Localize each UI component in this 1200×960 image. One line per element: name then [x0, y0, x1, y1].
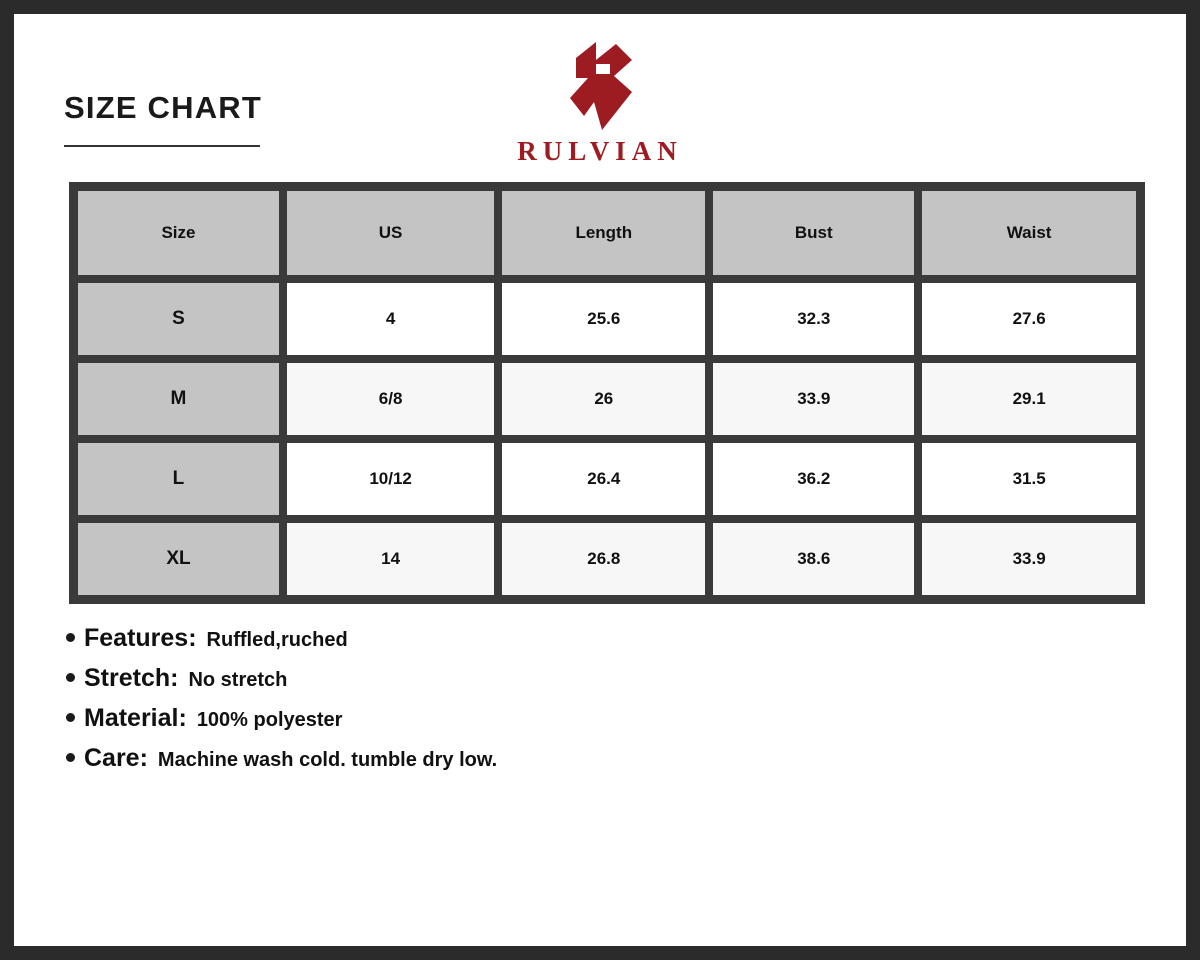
note-value: Machine wash cold. tumble dry low.: [157, 749, 498, 771]
note-item-features: [66, 624, 1066, 653]
cell-waist: 33.9: [918, 519, 1140, 599]
rulvian-r-monogram-icon: [540, 40, 660, 132]
cell-us: 6/8: [283, 359, 498, 439]
header: [14, 14, 1186, 174]
table-body: [74, 279, 1140, 599]
column-header-bust: Bust: [709, 187, 918, 279]
cell-length: 26: [498, 359, 709, 439]
note-label: Material:: [84, 704, 187, 732]
cell-size: XL: [74, 519, 283, 599]
column-header-us: US: [283, 187, 498, 279]
note-item-material: [66, 704, 1066, 733]
cell-us: 10/12: [283, 439, 498, 519]
cell-length: 26.8: [498, 519, 709, 599]
table-row: [74, 519, 1140, 599]
note-label: Care:: [84, 744, 148, 772]
size-table: [69, 182, 1145, 604]
table-header-row: [74, 187, 1140, 279]
table-row: [74, 439, 1140, 519]
cell-size: M: [74, 359, 283, 439]
brand-name: RULVIAN: [517, 136, 683, 166]
note-value: 100% polyester: [196, 709, 343, 731]
bullet-icon: [66, 633, 75, 642]
cell-length: 25.6: [498, 279, 709, 359]
cell-bust: 38.6: [709, 519, 918, 599]
note-label: Features:: [84, 624, 197, 652]
column-header-size: Size: [74, 187, 283, 279]
table-head: [74, 187, 1140, 279]
cell-bust: 36.2: [709, 439, 918, 519]
cell-us: 4: [283, 279, 498, 359]
cell-size: S: [74, 279, 283, 359]
brand-logo: [14, 40, 1186, 167]
size-table-wrap: [69, 182, 1145, 604]
note-label: Stretch:: [84, 664, 179, 692]
page-inner: [14, 14, 1186, 946]
bullet-icon: [66, 753, 75, 762]
cell-waist: 29.1: [918, 359, 1140, 439]
column-header-waist: Waist: [918, 187, 1140, 279]
product-notes: [66, 624, 1066, 784]
note-item-care: [66, 744, 1066, 773]
note-value: No stretch: [188, 669, 288, 691]
bullet-icon: [66, 713, 75, 722]
table-row: [74, 359, 1140, 439]
cell-length: 26.4: [498, 439, 709, 519]
note-item-stretch: [66, 664, 1066, 693]
cell-us: 14: [283, 519, 498, 599]
column-header-length: Length: [498, 187, 709, 279]
table-row: [74, 279, 1140, 359]
note-value: Ruffled,ruched: [206, 629, 348, 651]
cell-size: L: [74, 439, 283, 519]
cell-bust: 33.9: [709, 359, 918, 439]
bullet-icon: [66, 673, 75, 682]
page-title: SIZE CHART: [64, 90, 262, 125]
cell-bust: 32.3: [709, 279, 918, 359]
cell-waist: 31.5: [918, 439, 1140, 519]
cell-waist: 27.6: [918, 279, 1140, 359]
